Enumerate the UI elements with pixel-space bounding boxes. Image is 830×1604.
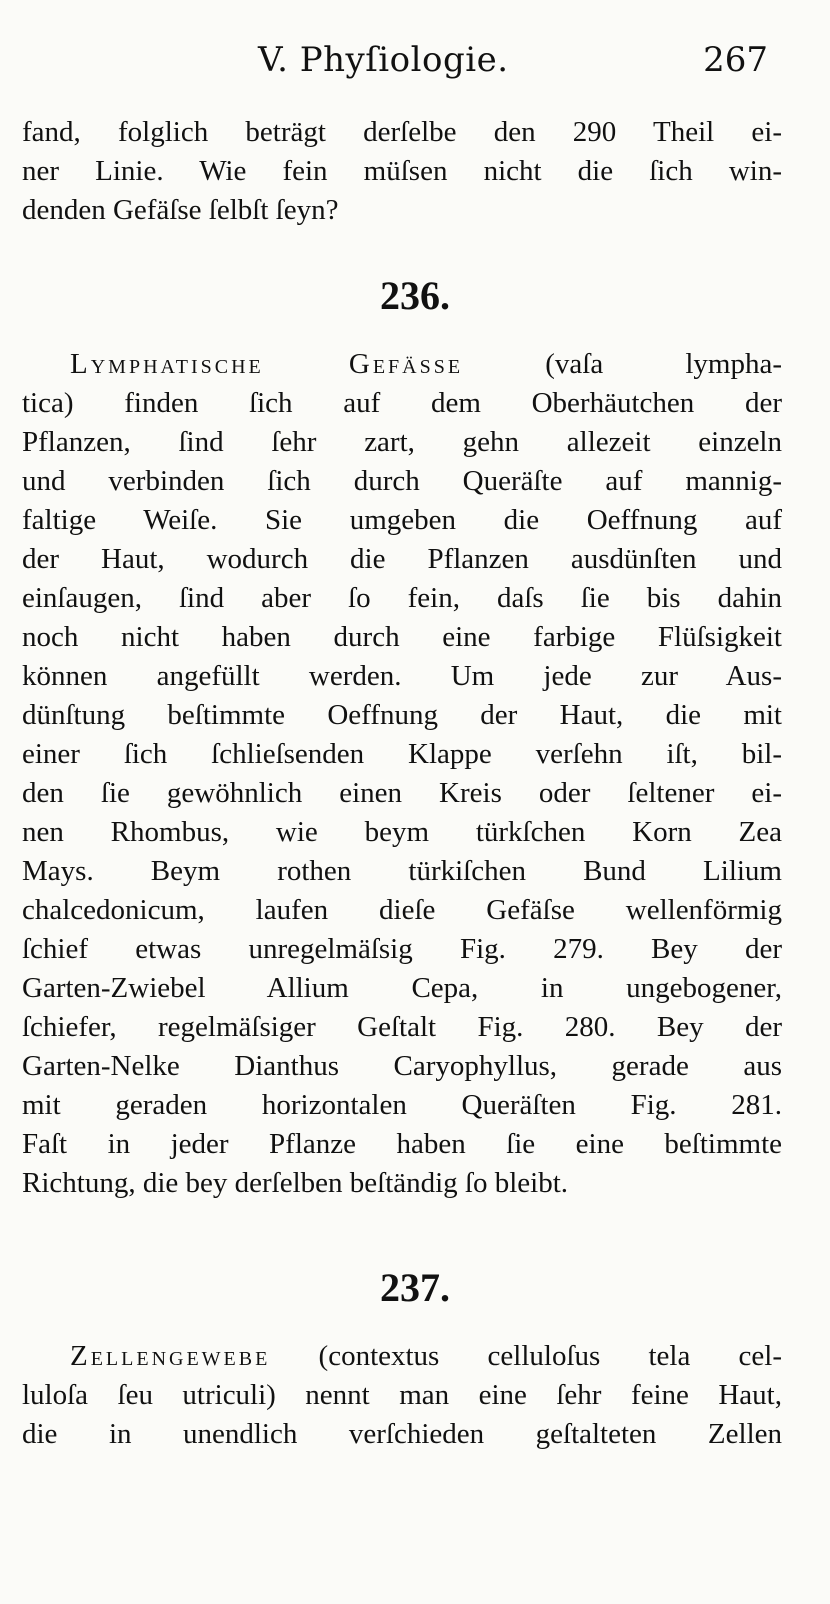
text-line: mit geraden horizontalen Queräſten Fig. 281. [22,1089,782,1121]
text-line: noch nicht haben durch eine farbige Flüſsigkeit [22,621,782,653]
text-fragment: (vaſa lympha- [545,348,782,380]
running-title: V. Phyſiologie. [258,40,509,80]
text-line: chalcedonicum, laufen dieſe Gefäſse wellenförmig [22,894,782,926]
text-line: Pflanzen, ſind ſehr zart, gehn allezeit einzeln [22,426,782,458]
text-line: tica) finden ſich auf dem Oberhäutchen der [22,387,782,419]
text-line: faltige Weiſe. Sie umgeben die Oeffnung auf [22,504,782,536]
text-line: fand, folglich beträgt derſelbe den 290 Theil ei- [22,116,782,148]
page-number: 267 [703,40,768,80]
text-line: Mays. Beym rothen türkiſchen Bund Lilium [22,855,782,887]
text-line [70,344,782,384]
text-line [70,1336,782,1376]
text-line: können angefüllt werden. Um jede zur Aus- [22,660,782,692]
text-line: Faſt in jeder Pflanze haben ſie eine beſtimmte [22,1128,782,1160]
section-term: Zellengewebe [70,1340,271,1372]
text-fragment: (contextus celluloſus tela cel- [318,1340,783,1372]
text-line: luloſa ſeu utriculi) nennt man eine ſehr feine Haut, [22,1379,782,1411]
text-line: den ſie gewöhnlich einen Kreis oder ſeltener ei- [22,777,782,809]
section-number: 236. [380,273,450,318]
text-line: dünſtung beſtimmte Oeffnung der Haut, die mit [22,699,782,731]
text-line: Garten-Nelke Dianthus Caryophyllus, gerade aus [22,1050,782,1082]
text-line: Garten-Zwiebel Allium Cepa, in ungebogener, [22,972,782,1004]
text-line: einſaugen, ſind aber ſo fein, daſs ſie bis dahin [22,582,782,614]
text-line: ſchiefer, regelmäſsiger Geſtalt Fig. 280. Bey der [22,1011,782,1043]
text-line: die in unendlich verſchieden geſtalteten Zellen [22,1418,782,1450]
text-line: und verbinden ſich durch Queräſte auf mannig- [22,465,782,497]
text-line: der Haut, wodurch die Pflanzen ausdünſten und [22,543,782,575]
text-line: nen Rhombus, wie beym türkſchen Korn Zea [22,816,782,848]
text-line: ner Linie. Wie fein müſsen nicht die ſich win- [22,155,782,187]
text-line: ſchief etwas unregelmäſsig Fig. 279. Bey der [22,933,782,965]
text-line: denden Gefäſse ſelbſt ſeyn? [22,194,339,226]
text-line: einer ſich ſchlieſsenden Klappe verſehn iſt, bil- [22,738,782,770]
text-line: Richtung, die bey derſelben beſtändig ſo bleibt. [22,1167,569,1199]
section-term: Lymphatische Gefässe [70,348,464,380]
section-number: 237. [380,1265,450,1310]
running-header [0,32,830,92]
